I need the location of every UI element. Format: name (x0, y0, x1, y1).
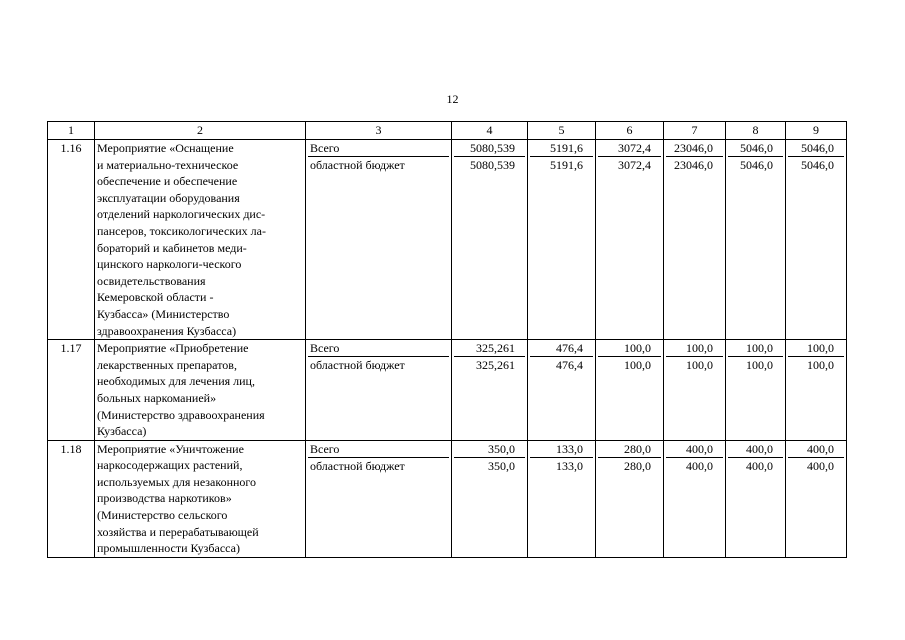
total-value: 133,0 (530, 441, 593, 458)
value-cell-col-8 (726, 140, 786, 340)
budget-value: 5080,539 (470, 158, 515, 172)
total-value: 100,0 (666, 340, 723, 357)
value-cell-col-7 (664, 140, 726, 340)
total-value: 23046,0 (666, 140, 723, 157)
value-cell-col-9 (786, 440, 847, 557)
value-cell-col-4 (452, 140, 528, 340)
total-value: 100,0 (728, 340, 783, 357)
total-value: 325,261 (454, 340, 525, 357)
total-value: 100,0 (598, 340, 661, 357)
header-col-9: 9 (786, 122, 847, 140)
page-number: 12 (446, 92, 459, 106)
budget-value: 5046,0 (801, 158, 834, 172)
budget-value: 400,0 (807, 458, 834, 473)
value-cell-col-5 (528, 140, 596, 340)
funding-source-cell (306, 440, 452, 557)
budget-value: 133,0 (556, 458, 583, 473)
value-cell-col-6 (596, 440, 664, 557)
budget-value: 5191,6 (550, 158, 583, 172)
source-total-label: Всего (308, 441, 449, 458)
value-cell-col-8 (726, 340, 786, 441)
total-value: 5080,539 (454, 140, 525, 157)
total-value: 280,0 (598, 441, 661, 458)
budget-value: 100,0 (686, 358, 713, 373)
budget-value: 23046,0 (674, 158, 713, 172)
budget-value: 3072,4 (618, 158, 651, 172)
value-cell-col-4 (452, 440, 528, 557)
total-value: 400,0 (788, 441, 844, 458)
value-cell-col-9 (786, 140, 847, 340)
budget-value: 325,261 (476, 358, 515, 373)
budget-value: 280,0 (624, 458, 651, 473)
row-description: Мероприятие «Оснащение и материально-техническое обеспечение и обеспечение эксплуатации оборудования отделений наркологических дис- пансеров, токсикологических ла- бораторий и кабинетов меди- цинского наркологи-ческого освидетельствования Кемеровской области - Кузбасса» (Министерство здравоохранения Кузбасса) (95, 140, 306, 340)
header-col-6: 6 (596, 122, 664, 140)
funding-source-cell (306, 340, 452, 441)
funding-source-cell (306, 140, 452, 340)
total-value: 400,0 (666, 441, 723, 458)
funding-table (47, 121, 847, 558)
value-cell-col-8 (726, 440, 786, 557)
value-cell-col-6 (596, 140, 664, 340)
value-cell-col-5 (528, 440, 596, 557)
source-total-label: Всего (308, 340, 449, 357)
total-value: 5191,6 (530, 140, 593, 157)
header-col-3: 3 (306, 122, 452, 140)
table-row (48, 440, 847, 557)
header-col-2: 2 (95, 122, 306, 140)
table-row (48, 140, 847, 340)
row-number: 1.16 (48, 140, 95, 340)
row-description: Мероприятие «Уничтожение наркосодержащих растений, используемых для незаконного производства наркотиков» (Министерство сельского хозяйства и перерабатывающей промышленности Кузбасса) (95, 440, 306, 557)
total-value: 476,4 (530, 340, 593, 357)
source-total-label: Всего (308, 140, 449, 157)
budget-value: 350,0 (488, 458, 515, 473)
source-budget-label: областной бюджет (310, 158, 405, 172)
value-cell-col-6 (596, 340, 664, 441)
budget-value: 100,0 (807, 358, 834, 373)
budget-value: 100,0 (624, 358, 651, 373)
total-value: 3072,4 (598, 140, 661, 157)
total-value: 350,0 (454, 441, 525, 458)
value-cell-col-7 (664, 340, 726, 441)
value-cell-col-5 (528, 340, 596, 441)
total-value: 400,0 (728, 441, 783, 458)
value-cell-col-4 (452, 340, 528, 441)
header-col-4: 4 (452, 122, 528, 140)
budget-value: 476,4 (556, 358, 583, 373)
value-cell-col-9 (786, 340, 847, 441)
total-value: 100,0 (788, 340, 844, 357)
header-col-7: 7 (664, 122, 726, 140)
row-number: 1.18 (48, 440, 95, 557)
row-number: 1.17 (48, 340, 95, 441)
budget-value: 100,0 (746, 358, 773, 373)
source-budget-label: областной бюджет (310, 458, 405, 473)
budget-value: 400,0 (686, 458, 713, 473)
source-budget-label: областной бюджет (310, 358, 405, 373)
table-row (48, 340, 847, 441)
budget-value: 400,0 (746, 458, 773, 473)
total-value: 5046,0 (728, 140, 783, 157)
header-col-1: 1 (48, 122, 95, 140)
total-value: 5046,0 (788, 140, 844, 157)
value-cell-col-7 (664, 440, 726, 557)
budget-value: 5046,0 (740, 158, 773, 172)
row-description: Мероприятие «Приобретение лекарственных препаратов, необходимых для лечения лиц, больных наркоманией» (Министерство здравоохранения Кузбасса) (95, 340, 306, 441)
header-col-5: 5 (528, 122, 596, 140)
table-header-row (48, 122, 847, 140)
header-col-8: 8 (726, 122, 786, 140)
